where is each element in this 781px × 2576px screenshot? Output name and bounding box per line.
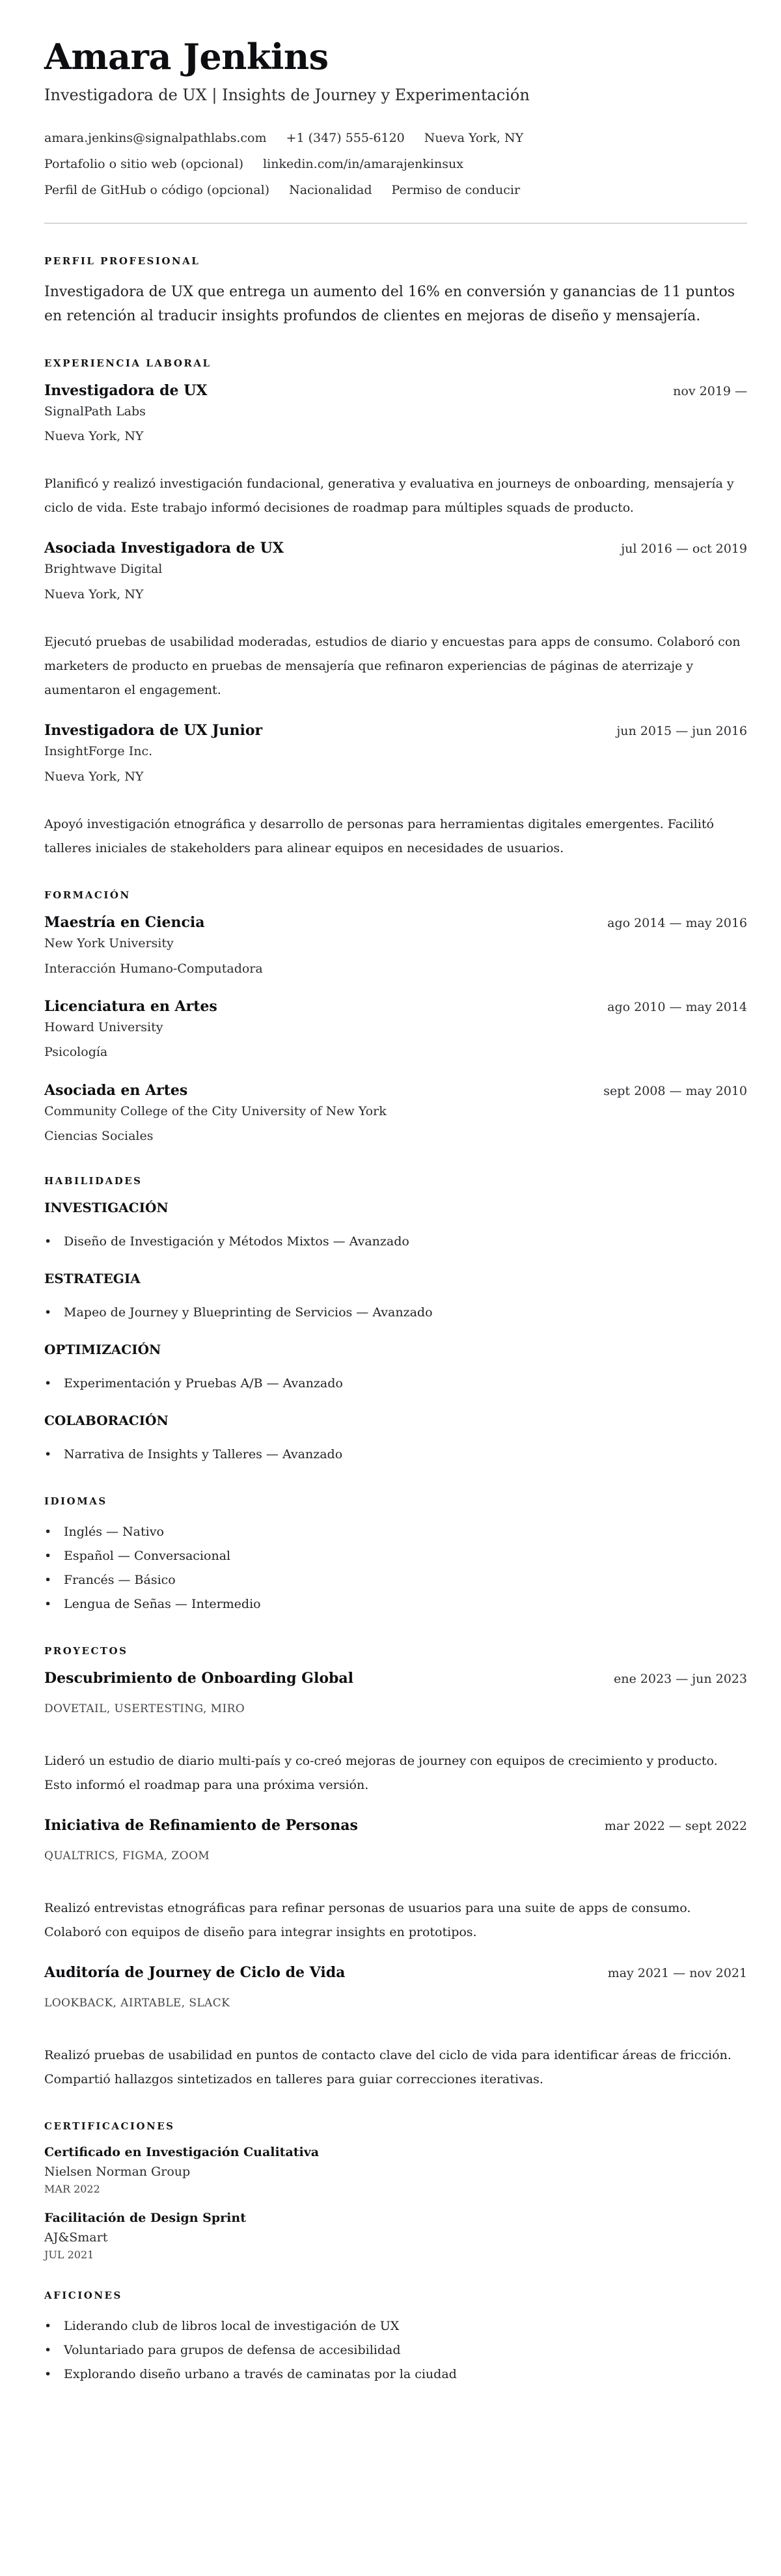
- section-title: EXPERIENCIA LABORAL: [44, 357, 212, 369]
- project-tools: DOVETAIL, USERTESTING, MIRO: [44, 1702, 245, 1715]
- section-title: PROYECTOS: [44, 1644, 128, 1657]
- hobby-item: • Voluntariado para grupos de defensa de accesibilidad: [44, 2338, 747, 2362]
- company: SignalPath Labs: [44, 404, 146, 419]
- certification-issuer: Nielsen Norman Group: [44, 2165, 191, 2180]
- education-dates: ago 2010 — may 2014: [607, 999, 747, 1014]
- school: Community College of the City University of New York: [44, 1103, 387, 1118]
- language-item: • Español — Conversacional: [44, 1544, 747, 1568]
- section-title: AFICIONES: [44, 2290, 122, 2302]
- education-dates: ago 2014 — may 2016: [607, 916, 747, 931]
- certification-name: Certificado en Investigación Cualitativa: [44, 2145, 320, 2160]
- job-description: Apoyó investigación etnográfica y desarrollo de personas para herramientas digitales emergentes. Facilitó talleres iniciales de stakeholders para alinear equipos en necesidades de usuarios.: [44, 817, 714, 856]
- section-title: HABILIDADES: [44, 1174, 143, 1187]
- field-of-study: Ciencias Sociales: [44, 1129, 154, 1144]
- skill-item: • Mapeo de Journey y Blueprinting de Servicios — Avanzado: [44, 1301, 747, 1325]
- project-tools: LOOKBACK, AIRTABLE, SLACK: [44, 1997, 230, 2010]
- education-entry: [44, 1082, 747, 1146]
- job-dates: nov 2019 —: [673, 383, 747, 398]
- project-entry: [44, 1964, 747, 2092]
- project-entry: [44, 1817, 747, 1945]
- job-dates: jun 2015 — jun 2016: [616, 724, 747, 739]
- field-of-study: Psicología: [44, 1045, 108, 1060]
- project-name: Auditoría de Journey de Ciclo de Vida: [44, 1964, 346, 1982]
- section-title: FORMACIÓN: [44, 889, 131, 902]
- location: Nueva York, NY: [424, 130, 524, 145]
- skill-group: [44, 1342, 747, 1396]
- nationality: Nacionalidad: [289, 183, 372, 198]
- project-dates: mar 2022 — sept 2022: [604, 1819, 747, 1834]
- certification-date: MAR 2022: [44, 2183, 100, 2196]
- project-dates: ene 2023 — jun 2023: [614, 1671, 747, 1686]
- certifications-section: [44, 2120, 747, 2261]
- skill-item: • Narrativa de Insights y Talleres — Avanzado: [44, 1443, 747, 1467]
- job-location: Nueva York, NY: [44, 428, 144, 443]
- job-title: Asociada Investigadora de UX: [44, 540, 284, 557]
- projects-section: [44, 1645, 747, 2092]
- skill-category: ESTRATEGIA: [44, 1270, 141, 1286]
- skill-category: OPTIMIZACIÓN: [44, 1341, 161, 1357]
- skill-item: • Experimentación y Pruebas A/B — Avanzado: [44, 1372, 747, 1396]
- linkedin-link[interactable]: linkedin.com/in/amarajenkinsux: [263, 156, 463, 171]
- section-title: IDIOMAS: [44, 1495, 107, 1507]
- headline: Investigadora de UX | Insights de Journey y Experimentación: [44, 86, 530, 105]
- education-section: [44, 889, 747, 1146]
- degree: Maestría en Ciencia: [44, 914, 205, 932]
- drivers-license: Permiso de conducir: [391, 183, 521, 198]
- certification-issuer: AJ&Smart: [44, 2230, 108, 2245]
- education-entry: [44, 914, 747, 978]
- contact-row-3: [44, 180, 747, 200]
- certification-entry: [44, 2211, 747, 2261]
- skill-item: • Diseño de Investigación y Métodos Mixtos — Avanzado: [44, 1230, 747, 1254]
- contact-row-2: [44, 154, 747, 174]
- skills-section: [44, 1175, 747, 1467]
- degree: Licenciatura en Artes: [44, 997, 217, 1015]
- phone[interactable]: +1 (347) 555-6120: [286, 130, 405, 145]
- job-dates: jul 2016 — oct 2019: [621, 542, 747, 557]
- hobby-item: • Explorando diseño urbano a través de caminatas por la ciudad: [44, 2362, 747, 2387]
- certification-entry: [44, 2145, 747, 2195]
- education-dates: sept 2008 — may 2010: [603, 1083, 747, 1098]
- experience-entry: [44, 382, 747, 521]
- project-description: Realizó entrevistas etnográficas para refinar personas de usuarios para una suite de apps de consumo. Colaboró con equipos de diseño para integrar insights en prototipos.: [44, 1901, 691, 1940]
- language-item: • Lengua de Señas — Intermedio: [44, 1592, 747, 1616]
- job-title: Investigadora de UX: [44, 381, 208, 399]
- project-name: Descubrimiento de Onboarding Global: [44, 1669, 353, 1687]
- skill-group: [44, 1271, 747, 1325]
- project-description: Realizó pruebas de usabilidad en puntos de contacto clave del ciclo de vida para identificar áreas de fricción. Compartió hallazgos sintetizados en talleres para guiar correcciones iterativas.: [44, 2048, 732, 2087]
- experience-entry: [44, 722, 747, 861]
- experience-section: [44, 357, 747, 861]
- github-link[interactable]: Perfil de GitHub o código (opcional): [44, 183, 270, 198]
- languages-section: [44, 1495, 747, 1616]
- project-tools: QUALTRICS, FIGMA, ZOOM: [44, 1849, 210, 1863]
- certification-date: JUL 2021: [44, 2249, 94, 2262]
- contact-row-1: [44, 128, 747, 148]
- skill-category: INVESTIGACIÓN: [44, 1199, 169, 1215]
- job-description: Ejecutó pruebas de usabilidad moderadas, estudios de diario y encuestas para apps de consumo. Colaboró con marketers de producto en pruebas de mensajería que refinaron experiencias de páginas de aterrizaje y aumentaron el engagement.: [44, 635, 741, 698]
- hobby-item: • Liderando club de libros local de investigación de UX: [44, 2314, 747, 2338]
- job-location: Nueva York, NY: [44, 587, 144, 602]
- certification-name: Facilitación de Design Sprint: [44, 2211, 246, 2226]
- header-divider: [44, 223, 747, 224]
- project-dates: may 2021 — nov 2021: [607, 1966, 747, 1981]
- skill-category: COLABORACIÓN: [44, 1412, 169, 1428]
- job-description: Planificó y realizó investigación fundacional, generativa y evaluativa en journeys de onboarding, mensajería y ciclo de vida. Este trabajo informó decisiones de roadmap para múltiples squads de producto.: [44, 477, 734, 516]
- language-item: • Francés — Básico: [44, 1568, 747, 1592]
- job-location: Nueva York, NY: [44, 769, 144, 784]
- section-title: CERTIFICACIONES: [44, 2120, 175, 2133]
- email-link[interactable]: amara.jenkins@signalpathlabs.com: [44, 130, 267, 145]
- experience-entry: [44, 540, 747, 702]
- job-title: Investigadora de UX Junior: [44, 722, 263, 740]
- school: Howard University: [44, 1019, 163, 1034]
- project-description: Lideró un estudio de diario multi-país y co-creó mejoras de journey con equipos de crecimiento y producto. Esto informó el roadmap para una próxima versión.: [44, 1753, 718, 1792]
- section-title: PERFIL PROFESIONAL: [44, 255, 200, 267]
- profile-section: [44, 255, 747, 329]
- school: New York University: [44, 936, 174, 951]
- candidate-name: Amara Jenkins: [44, 36, 329, 77]
- field-of-study: Interacción Humano-Computadora: [44, 961, 263, 976]
- skill-group: [44, 1413, 747, 1467]
- company: Brightwave Digital: [44, 562, 163, 577]
- language-item: • Inglés — Nativo: [44, 1520, 747, 1544]
- project-name: Iniciativa de Refinamiento de Personas: [44, 1817, 358, 1835]
- degree: Asociada en Artes: [44, 1081, 188, 1099]
- skill-group: [44, 1200, 747, 1254]
- portfolio-link[interactable]: Portafolio o sitio web (opcional): [44, 156, 244, 171]
- profile-summary: Investigadora de UX que entrega un aumento del 16% en conversión y ganancias de 11 puntos en retención al traducir insights profundos de clientes en mejoras de diseño y mensajería.: [44, 283, 735, 325]
- hobbies-section: [44, 2290, 747, 2387]
- project-entry: [44, 1670, 747, 1797]
- education-entry: [44, 998, 747, 1062]
- resume-header: [44, 38, 747, 201]
- company: InsightForge Inc.: [44, 744, 153, 759]
